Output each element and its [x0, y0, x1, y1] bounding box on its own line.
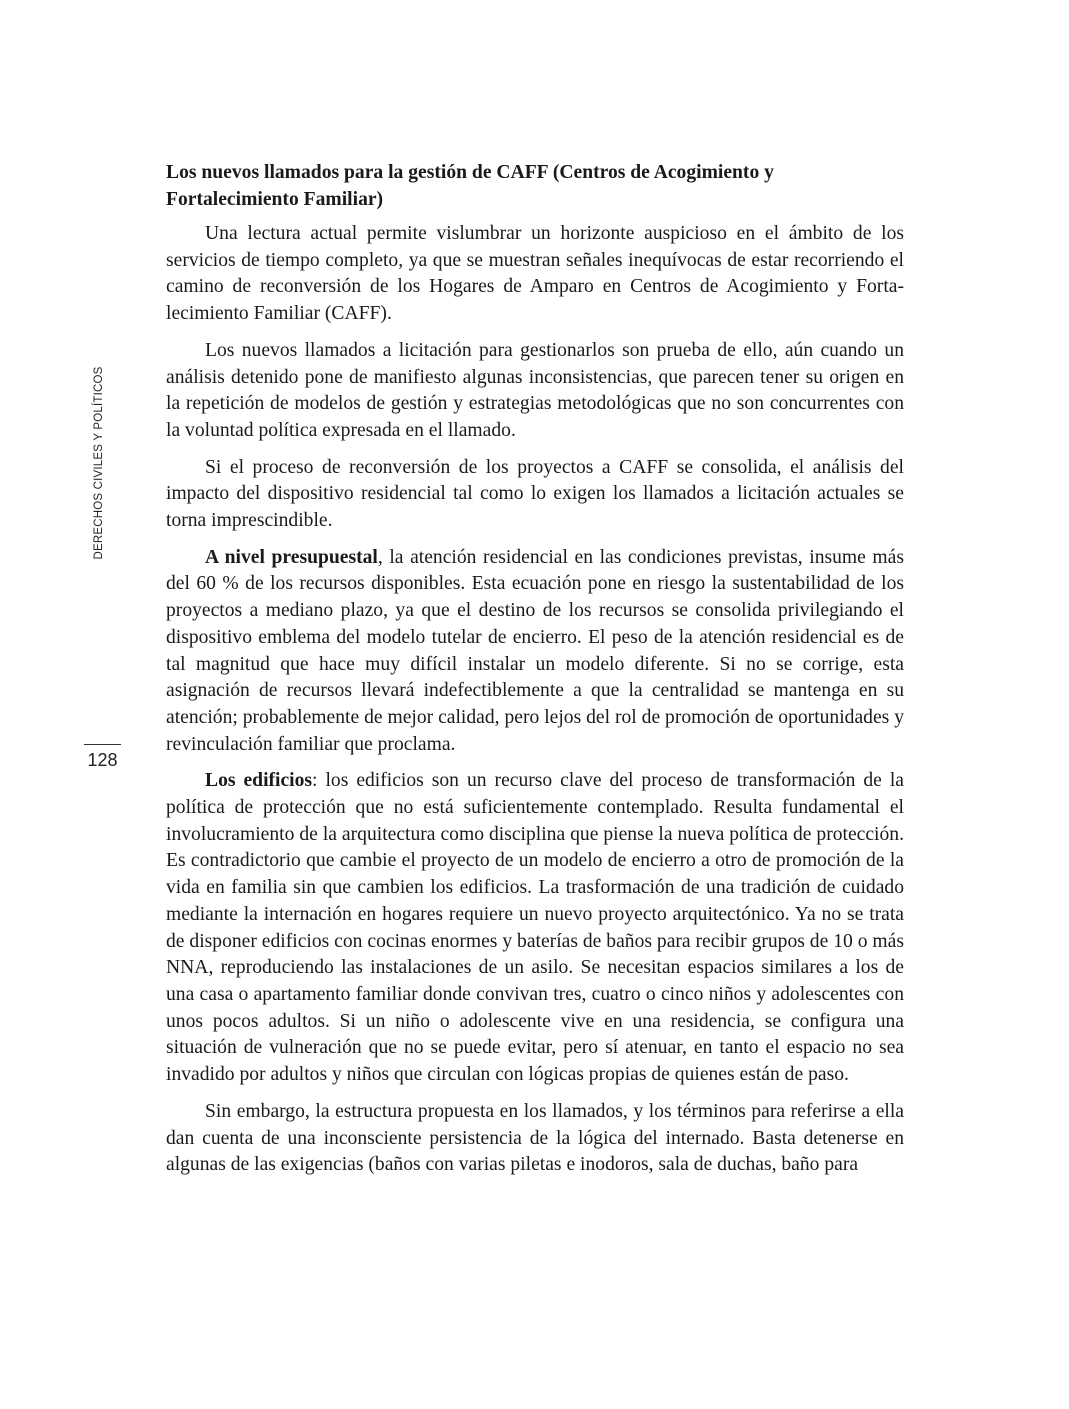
paragraph — [166, 221, 904, 328]
paragraph-lead: A nivel presupuestal — [205, 546, 378, 568]
paragraph-text: Sin embargo, la estructura propuesta en los llamados, y los términos para referirse a ella dan cuenta de una inconsciente persistencia de la lógica del internado. Basta detenerse en algunas de las exigencias (baños con varias piletas e inodoros, sala de duchas, baño para — [166, 1100, 904, 1176]
paragraph-text: Si el proceso de reconversión de los proyectos a CAFF se consolida, el análisis del impacto del dispositivo residencial tal como lo exigen los llamados a licitación actuales se torna imprescindible. — [166, 456, 904, 532]
paragraph-text: , la atención residencial en las condiciones previstas, insume más del 60 % de los recursos disponibles. Esta ecuación pone en riesgo la sustentabilidad de los proyectos a mediano plazo, ya que el destino de los recursos se consolida privilegiando el dispositivo emblema del modelo tutelar de encierro. El peso de la atención residencial es de tal magnitud que hace muy difícil instalar un modelo diferente. Si no se corrige, esta asignación de recursos llevará indefectiblemente a que la centralidad se mantenga en su atención; probablemente de mejor calidad, pero lejos del rol de promoción de oportunidades y revinculación familiar que proclama. — [166, 546, 904, 755]
paragraph-text: Los nuevos llamados a licitación para gestionarlos son prueba de ello, aún cuando un análisis detenido pone de manifiesto algunas inconsistencias, que parecen tener su origen en la repetición de modelos de gestión y estrategias metodológicas que no son concurrentes con la voluntad política expresada en el llamado. — [166, 339, 904, 441]
main-text — [166, 160, 904, 1189]
paragraph-text: Una lectura actual permite vislumbrar un horizonte auspicioso en el ámbito de los servicios de tiempo completo, ya que se muestran señales inequívocas de estar recorriendo el camino de reconversión de los Hogares de Amparo en Centros de Acogimiento y Fortalecimiento Familiar (CAFF). — [166, 223, 904, 325]
page-number-block — [84, 744, 121, 771]
paragraph — [166, 545, 904, 759]
running-header: DERECHOS CIVILES Y POLÍTICOS — [93, 366, 105, 560]
paragraph — [166, 338, 904, 445]
paragraph-text: : los edificios son un recurso clave del proceso de transformación de la política de protección que no está suficientemente contemplado. Resulta fundamental el involucramiento de la arquitectura como disciplina que piense la nueva política de protección. Es contradictorio que cambie el proyecto de un modelo de encierro a otro de promoción de la vida en familia sin que cambien los edificios. La trasformación de una tradición de cuidado mediante la internación en hogares requiere un nuevo proyecto arquitectónico. Ya no se trata de disponer edificios con cocinas enormes y baterías de baños para recibir grupos de 10 o más NNA, reproduciendo las instalaciones de un asilo. Se necesitan espacios similares a los de una casa o apartamento familiar donde convivan tres, cuatro o cinco niños y adolescentes con unos pocos adultos. Si un niño o adolescente vive en una residencia, se configura una situación de vulneración que no se puede evitar, pero sí atenuar, en tanto el espacio no sea invadido por adultos y niños que circulan con lógicas propias de quienes están de paso. — [166, 770, 904, 1086]
section-heading: Los nuevos llamados para la gestión de CAFF (Centros de Acogimiento y Fortalecimiento Familiar) — [166, 162, 774, 210]
page-number-rule — [84, 744, 121, 745]
paragraph — [166, 768, 904, 1088]
paragraph — [166, 1099, 904, 1179]
paragraph — [166, 455, 904, 535]
paragraph-lead: Los edificios — [205, 770, 313, 792]
page-number: 128 — [87, 750, 118, 770]
